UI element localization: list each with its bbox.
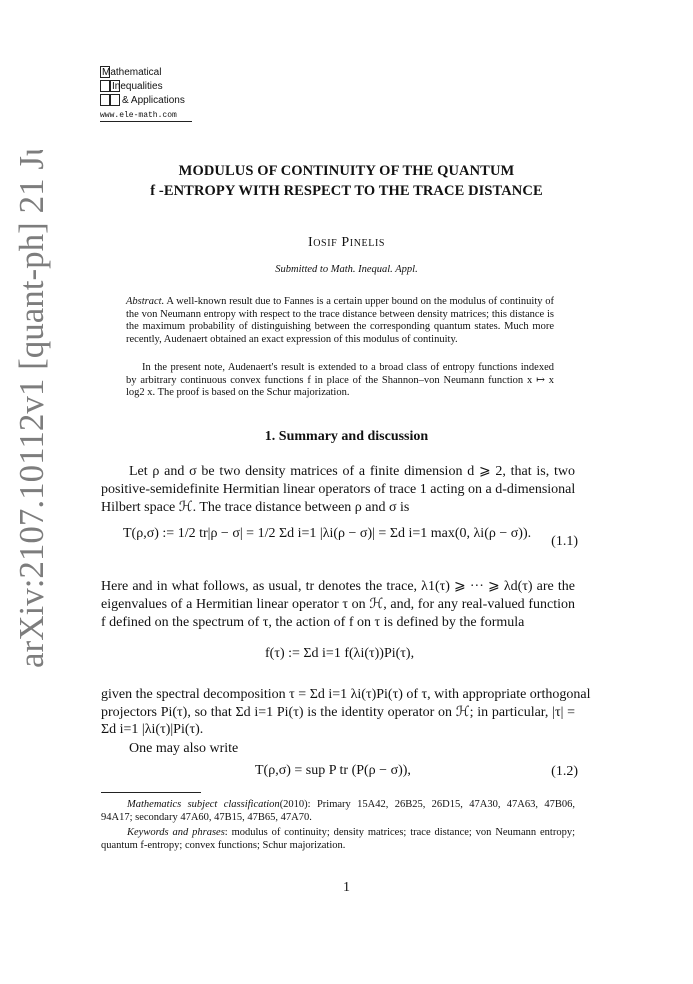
footnote-rule <box>101 792 201 793</box>
footnote-msc <box>101 798 575 824</box>
equation-number-1-2: (1.2) <box>551 764 578 779</box>
body-line-8: projectors Pi(τ), so that Σd i=1 Pi(τ) is the identity operator on ℋ; in particular, |τ| = <box>101 705 575 720</box>
body-line-4: Here and in what follows, as usual, tr denotes the trace, λ1(τ) ⩾ ··· ⩾ λd(τ) are the <box>101 579 575 594</box>
abstract-text-1: A well-known result due to Fannes is a certain upper bound on the modulus of continuity of the von Neumann entropy with respect to the trace distance between density matrices; this distance is the maximum probability of distinguishing between the corresponding quantum states. Much more recently, Audenaert obtained an exact expression of this modulus of continuity. <box>126 296 554 345</box>
paper-title-line-2: f -ENTROPY WITH RESPECT TO THE TRACE DISTANCE <box>150 183 543 199</box>
arxiv-stamp <box>5 150 55 670</box>
footnote-keywords <box>101 826 575 852</box>
body-line-6: f defined on the spectrum of τ, the action of f on τ is defined by the formula <box>101 615 525 630</box>
body-line-2: positive-semidefinite Hermitian linear operators of trace 1 acting on a d-dimensional <box>101 482 576 497</box>
abstract-paragraph-1 <box>126 296 554 346</box>
body-line-5: eigenvalues of a Hermitian linear operator τ on ℋ, and, for any real-valued function <box>101 597 575 612</box>
author-name: Iosif Pinelis <box>307 235 386 250</box>
keywords-text: : modulus of continuity; density matrices; trace distance; von Neumann entropy; quantum f-entropy; convex functions; Schur majorization. <box>101 827 576 851</box>
logo-line-3: & Applications <box>122 95 185 106</box>
arxiv-stamp-text: arXiv:2107.10112v1 [quant-ph] 21 Jul 2021 <box>12 150 51 668</box>
page-number: 1 <box>343 880 350 895</box>
body-line-7: given the spectral decomposition τ = Σd i=1 λi(τ)Pi(τ) of τ, with appropriate orthogonal <box>101 687 591 702</box>
msc-text: (2010): Primary 15A42, 26B25, 26D15, 47A30, 47A63, 47B06, 94A17; secondary 47A60, 47B15, 47B65, 47A70. <box>101 799 575 823</box>
logo-line-2: Inequalities <box>112 81 163 92</box>
paper-title-line-1: MODULUS OF CONTINUITY OF THE QUANTUM <box>178 163 515 179</box>
msc-label: Mathematics subject classification <box>127 799 280 810</box>
equation-1-1: T(ρ,σ) := 1/2 tr|ρ − σ| = 1/2 Σd i=1 |λi(ρ − σ)| = Σd i=1 max(0, λi(ρ − σ)). <box>123 526 532 541</box>
journal-url: www.ele-math.com <box>100 111 177 120</box>
equation-number-1-1: (1.1) <box>551 534 578 549</box>
abstract-paragraph-2: In the present note, Audenaert's result is extended to a broad class of entropy functions indexed by arbitrary continuous convex functions f in place of the Shannon–von Neumann function x ↦ x log2 x. The proof is based on the Schur majorization. <box>126 362 554 399</box>
equation-f-tau: f(τ) := Σd i=1 f(λi(τ))Pi(τ), <box>265 646 415 661</box>
body-line-9: Σd i=1 |λi(τ)|Pi(τ). <box>101 722 204 737</box>
body-line-10: One may also write <box>129 741 239 756</box>
abstract-label: Abstract. <box>126 296 165 307</box>
section-heading: 1. Summary and discussion <box>264 429 429 444</box>
journal-logo <box>100 66 200 124</box>
logo-line-1: Mathematical <box>102 67 162 78</box>
equation-1-2: T(ρ,σ) = sup P tr (P(ρ − σ)), <box>255 763 411 778</box>
body-line-3: Hilbert space ℋ. The trace distance between ρ and σ is <box>101 500 410 515</box>
keywords-label: Keywords and phrases <box>127 827 225 838</box>
submitted-note: Submitted to Math. Inequal. Appl. <box>275 264 418 275</box>
body-line-1: Let ρ and σ be two density matrices of a finite dimension d ⩾ 2, that is, two <box>129 464 575 479</box>
